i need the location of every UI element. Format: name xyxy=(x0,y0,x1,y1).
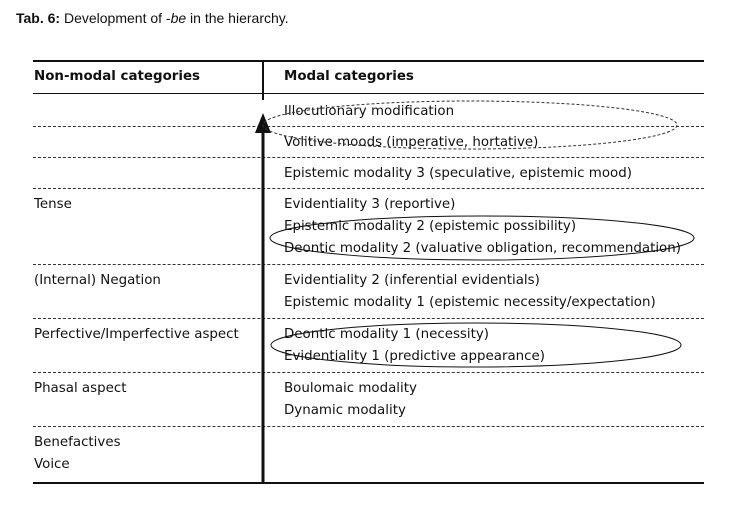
header-non-modal: Non-modal categories xyxy=(34,69,201,84)
modal-cell: Volitive moods (imperative, hortative) xyxy=(284,135,539,150)
modal-cell: Epistemic modality 2 (epistemic possibility) xyxy=(284,219,577,234)
non-modal-cell: Perfective/Imperfective aspect xyxy=(34,327,239,342)
dashed-ellipse xyxy=(263,101,677,149)
modal-cell: Evidentiality 3 (reportive) xyxy=(284,197,456,212)
hierarchy-arrow-head xyxy=(255,113,271,133)
modal-cell: Evidentiality 1 (predictive appearance) xyxy=(284,349,545,364)
non-modal-cell: Tense xyxy=(34,197,72,212)
modal-cell: Evidentiality 2 (inferential evidentials) xyxy=(284,273,540,288)
modal-cell: Boulomaic modality xyxy=(284,381,417,396)
caption-text-start: Development of - xyxy=(63,10,171,26)
non-modal-cell: (Internal) Negation xyxy=(34,273,161,288)
non-modal-cell: Voice xyxy=(34,457,70,472)
non-modal-cell: Benefactives xyxy=(34,435,121,450)
modal-cell: Epistemic modality 3 (speculative, epistemic mood) xyxy=(284,166,632,181)
modal-cell: Deontic modality 2 (valuative obligation, recommendation) xyxy=(284,241,681,256)
header-modal: Modal categories xyxy=(284,69,414,84)
caption-number: Tab. 6: xyxy=(16,10,61,26)
modal-cell: Epistemic modality 1 (epistemic necessity/expectation) xyxy=(284,295,656,310)
ellipse-deontic-evidential-1 xyxy=(271,323,681,367)
caption-text-end: in the hierarchy. xyxy=(186,10,289,26)
modal-cell: Deontic modality 1 (necessity) xyxy=(284,327,490,342)
ellipse-epistemic-deontic-2 xyxy=(270,216,694,260)
caption-italic: be xyxy=(170,10,187,26)
modal-cell: Dynamic modality xyxy=(284,403,406,418)
modal-cell: Illocutionary modification xyxy=(284,104,455,119)
non-modal-cell: Phasal aspect xyxy=(34,381,127,396)
